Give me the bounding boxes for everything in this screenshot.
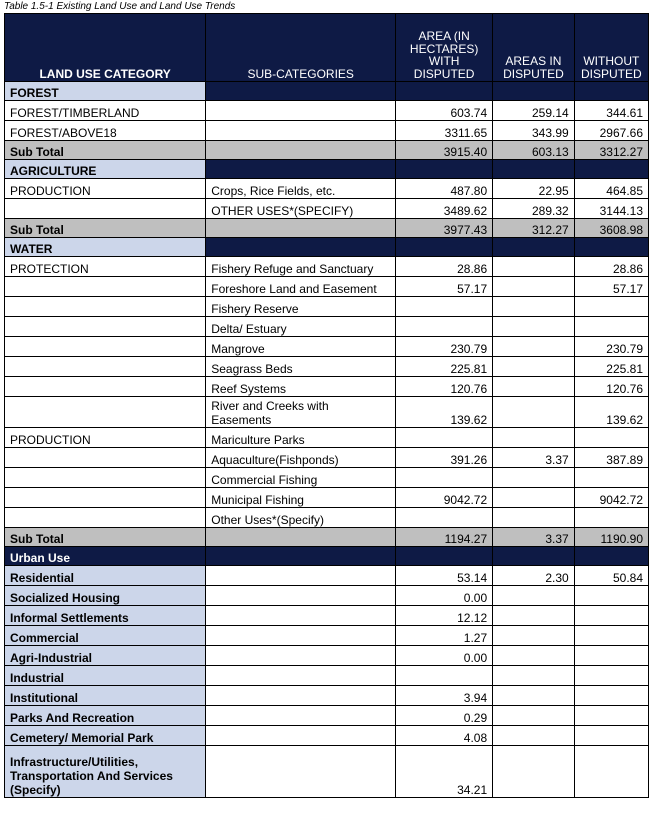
category-cell: WATER bbox=[5, 238, 206, 257]
without-disputed-cell bbox=[574, 606, 648, 626]
without-disputed-cell bbox=[574, 160, 648, 179]
category-cell: PROTECTION bbox=[5, 257, 206, 277]
subtotal-row bbox=[5, 141, 649, 160]
areas-in-disputed-cell: 3.37 bbox=[493, 448, 575, 468]
area-with-disputed-cell bbox=[396, 508, 493, 528]
areas-in-disputed-cell bbox=[493, 317, 575, 337]
without-disputed-cell: 139.62 bbox=[574, 397, 648, 428]
subcategory-cell bbox=[206, 121, 396, 141]
area-with-disputed-cell: 3.94 bbox=[396, 686, 493, 706]
without-disputed-cell: 1190.90 bbox=[574, 528, 648, 547]
areas-in-disputed-cell bbox=[493, 377, 575, 397]
category-cell: PRODUCTION bbox=[5, 428, 206, 448]
table-row bbox=[5, 277, 649, 297]
area-with-disputed-cell: 1194.27 bbox=[396, 528, 493, 547]
subtotal-row bbox=[5, 528, 649, 547]
without-disputed-cell bbox=[574, 746, 648, 798]
without-disputed-cell bbox=[574, 706, 648, 726]
without-disputed-cell bbox=[574, 547, 648, 566]
table-row bbox=[5, 101, 649, 121]
without-disputed-cell bbox=[574, 646, 648, 666]
area-with-disputed-cell: 57.17 bbox=[396, 277, 493, 297]
areas-in-disputed-cell: 289.32 bbox=[493, 199, 575, 219]
areas-in-disputed-cell bbox=[493, 257, 575, 277]
subcategory-cell: Foreshore Land and Easement bbox=[206, 277, 396, 297]
area-with-disputed-cell: 53.14 bbox=[396, 566, 493, 586]
areas-in-disputed-cell bbox=[493, 706, 575, 726]
section-row bbox=[5, 547, 649, 566]
areas-in-disputed-cell: 343.99 bbox=[493, 121, 575, 141]
table-row bbox=[5, 508, 649, 528]
category-cell bbox=[5, 377, 206, 397]
category-cell: Cemetery/ Memorial Park bbox=[5, 726, 206, 746]
without-disputed-cell: 50.84 bbox=[574, 566, 648, 586]
category-cell bbox=[5, 508, 206, 528]
land-use-table bbox=[4, 13, 649, 798]
area-with-disputed-cell: 120.76 bbox=[396, 377, 493, 397]
areas-in-disputed-cell bbox=[493, 686, 575, 706]
category-cell bbox=[5, 397, 206, 428]
subcategory-cell: Commercial Fishing bbox=[206, 468, 396, 488]
without-disputed-cell bbox=[574, 686, 648, 706]
areas-in-disputed-cell: 603.13 bbox=[493, 141, 575, 160]
subcategory-cell: Delta/ Estuary bbox=[206, 317, 396, 337]
subcategory-cell bbox=[206, 606, 396, 626]
category-cell: Industrial bbox=[5, 666, 206, 686]
without-disputed-cell: 9042.72 bbox=[574, 488, 648, 508]
area-with-disputed-cell: 4.08 bbox=[396, 726, 493, 746]
subcategory-cell: Fishery Refuge and Sanctuary bbox=[206, 257, 396, 277]
without-disputed-cell bbox=[574, 586, 648, 606]
areas-in-disputed-cell bbox=[493, 488, 575, 508]
table-row bbox=[5, 257, 649, 277]
table-row bbox=[5, 586, 649, 606]
subcategory-cell bbox=[206, 746, 396, 798]
subcategory-cell bbox=[206, 547, 396, 566]
table-row bbox=[5, 686, 649, 706]
area-with-disputed-cell bbox=[396, 547, 493, 566]
header-land-use-category: LAND USE CATEGORY bbox=[5, 14, 206, 82]
areas-in-disputed-cell bbox=[493, 82, 575, 101]
category-cell: FOREST/TIMBERLAND bbox=[5, 101, 206, 121]
area-with-disputed-cell bbox=[396, 666, 493, 686]
section-row bbox=[5, 82, 649, 101]
without-disputed-cell bbox=[574, 508, 648, 528]
subtotal-row bbox=[5, 219, 649, 238]
without-disputed-cell bbox=[574, 317, 648, 337]
area-with-disputed-cell bbox=[396, 317, 493, 337]
category-cell: Residential bbox=[5, 566, 206, 586]
area-with-disputed-cell: 3489.62 bbox=[396, 199, 493, 219]
category-cell: Infrastructure/Utilities, Transportation And Services (Specify) bbox=[5, 746, 206, 798]
table-row bbox=[5, 337, 649, 357]
table-row bbox=[5, 666, 649, 686]
area-with-disputed-cell: 0.00 bbox=[396, 646, 493, 666]
table-row bbox=[5, 377, 649, 397]
without-disputed-cell bbox=[574, 626, 648, 646]
areas-in-disputed-cell bbox=[493, 606, 575, 626]
subcategory-cell: Fishery Reserve bbox=[206, 297, 396, 317]
area-with-disputed-cell: 28.86 bbox=[396, 257, 493, 277]
areas-in-disputed-cell: 259.14 bbox=[493, 101, 575, 121]
subcategory-cell: River and Creeks with Easements bbox=[206, 397, 396, 428]
table-row bbox=[5, 179, 649, 199]
areas-in-disputed-cell bbox=[493, 586, 575, 606]
table-row bbox=[5, 606, 649, 626]
subcategory-cell: Municipal Fishing bbox=[206, 488, 396, 508]
areas-in-disputed-cell bbox=[493, 746, 575, 798]
areas-in-disputed-cell bbox=[493, 277, 575, 297]
areas-in-disputed-cell bbox=[493, 508, 575, 528]
table-row bbox=[5, 357, 649, 377]
area-with-disputed-cell: 487.80 bbox=[396, 179, 493, 199]
section-row bbox=[5, 160, 649, 179]
without-disputed-cell bbox=[574, 428, 648, 448]
category-cell: Urban Use bbox=[5, 547, 206, 566]
without-disputed-cell: 3608.98 bbox=[574, 219, 648, 238]
area-with-disputed-cell bbox=[396, 468, 493, 488]
without-disputed-cell: 387.89 bbox=[574, 448, 648, 468]
area-with-disputed-cell: 1.27 bbox=[396, 626, 493, 646]
without-disputed-cell bbox=[574, 297, 648, 317]
area-with-disputed-cell: 3311.65 bbox=[396, 121, 493, 141]
area-with-disputed-cell: 3977.43 bbox=[396, 219, 493, 238]
category-cell: Sub Total bbox=[5, 528, 206, 547]
table-row bbox=[5, 706, 649, 726]
areas-in-disputed-cell: 312.27 bbox=[493, 219, 575, 238]
section-row bbox=[5, 238, 649, 257]
areas-in-disputed-cell bbox=[493, 357, 575, 377]
areas-in-disputed-cell bbox=[493, 666, 575, 686]
areas-in-disputed-cell bbox=[493, 468, 575, 488]
areas-in-disputed-cell bbox=[493, 397, 575, 428]
subcategory-cell bbox=[206, 528, 396, 547]
table-body bbox=[5, 82, 649, 798]
table-row bbox=[5, 626, 649, 646]
subcategory-cell bbox=[206, 586, 396, 606]
areas-in-disputed-cell: 2.30 bbox=[493, 566, 575, 586]
table-row bbox=[5, 488, 649, 508]
without-disputed-cell bbox=[574, 238, 648, 257]
subcategory-cell bbox=[206, 626, 396, 646]
areas-in-disputed-cell bbox=[493, 337, 575, 357]
areas-in-disputed-cell bbox=[493, 547, 575, 566]
category-cell: Socialized Housing bbox=[5, 586, 206, 606]
area-with-disputed-cell: 9042.72 bbox=[396, 488, 493, 508]
areas-in-disputed-cell: 3.37 bbox=[493, 528, 575, 547]
without-disputed-cell: 57.17 bbox=[574, 277, 648, 297]
subcategory-cell: Mangrove bbox=[206, 337, 396, 357]
category-cell bbox=[5, 317, 206, 337]
category-cell: Sub Total bbox=[5, 141, 206, 160]
subcategory-cell: OTHER USES*(SPECIFY) bbox=[206, 199, 396, 219]
areas-in-disputed-cell bbox=[493, 160, 575, 179]
areas-in-disputed-cell bbox=[493, 297, 575, 317]
subcategory-cell bbox=[206, 82, 396, 101]
without-disputed-cell: 2967.66 bbox=[574, 121, 648, 141]
area-with-disputed-cell bbox=[396, 82, 493, 101]
subcategory-cell bbox=[206, 726, 396, 746]
header-sub-categories: SUB-CATEGORIES bbox=[206, 14, 396, 82]
areas-in-disputed-cell bbox=[493, 646, 575, 666]
table-row bbox=[5, 121, 649, 141]
area-with-disputed-cell: 225.81 bbox=[396, 357, 493, 377]
category-cell bbox=[5, 297, 206, 317]
table-row bbox=[5, 297, 649, 317]
category-cell: Parks And Recreation bbox=[5, 706, 206, 726]
without-disputed-cell: 28.86 bbox=[574, 257, 648, 277]
subcategory-cell: Other Uses*(Specify) bbox=[206, 508, 396, 528]
header-without-disputed: WITHOUT DISPUTED bbox=[574, 14, 648, 82]
subcategory-cell: Mariculture Parks bbox=[206, 428, 396, 448]
area-with-disputed-cell: 391.26 bbox=[396, 448, 493, 468]
without-disputed-cell bbox=[574, 468, 648, 488]
table-row bbox=[5, 397, 649, 428]
without-disputed-cell: 120.76 bbox=[574, 377, 648, 397]
without-disputed-cell: 225.81 bbox=[574, 357, 648, 377]
without-disputed-cell: 3144.13 bbox=[574, 199, 648, 219]
category-cell: Institutional bbox=[5, 686, 206, 706]
table-row bbox=[5, 428, 649, 448]
category-cell bbox=[5, 468, 206, 488]
category-cell bbox=[5, 488, 206, 508]
subcategory-cell: Reef Systems bbox=[206, 377, 396, 397]
area-with-disputed-cell: 603.74 bbox=[396, 101, 493, 121]
area-with-disputed-cell: 139.62 bbox=[396, 397, 493, 428]
subcategory-cell bbox=[206, 141, 396, 160]
category-cell: PRODUCTION bbox=[5, 179, 206, 199]
without-disputed-cell: 3312.27 bbox=[574, 141, 648, 160]
subcategory-cell bbox=[206, 706, 396, 726]
without-disputed-cell: 230.79 bbox=[574, 337, 648, 357]
without-disputed-cell: 464.85 bbox=[574, 179, 648, 199]
subcategory-cell: Seagrass Beds bbox=[206, 357, 396, 377]
without-disputed-cell bbox=[574, 82, 648, 101]
subcategory-cell bbox=[206, 646, 396, 666]
category-cell bbox=[5, 448, 206, 468]
area-with-disputed-cell: 230.79 bbox=[396, 337, 493, 357]
areas-in-disputed-cell: 22.95 bbox=[493, 179, 575, 199]
without-disputed-cell: 344.61 bbox=[574, 101, 648, 121]
table-row bbox=[5, 726, 649, 746]
table-row bbox=[5, 746, 649, 798]
category-cell bbox=[5, 357, 206, 377]
area-with-disputed-cell: 0.29 bbox=[396, 706, 493, 726]
areas-in-disputed-cell bbox=[493, 726, 575, 746]
subcategory-cell bbox=[206, 666, 396, 686]
without-disputed-cell bbox=[574, 666, 648, 686]
area-with-disputed-cell: 34.21 bbox=[396, 746, 493, 798]
subcategory-cell bbox=[206, 219, 396, 238]
subcategory-cell: Aquaculture(Fishponds) bbox=[206, 448, 396, 468]
category-cell: FOREST bbox=[5, 82, 206, 101]
header-areas-in-disputed: AREAS IN DISPUTED bbox=[493, 14, 575, 82]
area-with-disputed-cell bbox=[396, 238, 493, 257]
without-disputed-cell bbox=[574, 726, 648, 746]
category-cell bbox=[5, 337, 206, 357]
category-cell bbox=[5, 199, 206, 219]
category-cell: Agri-Industrial bbox=[5, 646, 206, 666]
areas-in-disputed-cell bbox=[493, 626, 575, 646]
subcategory-cell bbox=[206, 686, 396, 706]
category-cell: Commercial bbox=[5, 626, 206, 646]
subcategory-cell bbox=[206, 238, 396, 257]
header-area-with-disputed: AREA (IN HECTARES) WITH DISPUTED bbox=[396, 14, 493, 82]
category-cell: AGRICULTURE bbox=[5, 160, 206, 179]
subcategory-cell bbox=[206, 160, 396, 179]
area-with-disputed-cell: 0.00 bbox=[396, 586, 493, 606]
category-cell: Sub Total bbox=[5, 219, 206, 238]
table-row bbox=[5, 317, 649, 337]
subcategory-cell bbox=[206, 566, 396, 586]
table-row bbox=[5, 468, 649, 488]
area-with-disputed-cell: 3915.40 bbox=[396, 141, 493, 160]
area-with-disputed-cell: 12.12 bbox=[396, 606, 493, 626]
table-row bbox=[5, 199, 649, 219]
category-cell: Informal Settlements bbox=[5, 606, 206, 626]
area-with-disputed-cell bbox=[396, 297, 493, 317]
category-cell: FOREST/ABOVE18 bbox=[5, 121, 206, 141]
table-row bbox=[5, 566, 649, 586]
category-cell bbox=[5, 277, 206, 297]
table-caption: Table 1.5-1 Existing Land Use and Land Use Trends bbox=[4, 1, 236, 12]
header-row bbox=[5, 14, 649, 82]
areas-in-disputed-cell bbox=[493, 238, 575, 257]
table-row bbox=[5, 646, 649, 666]
table-row bbox=[5, 448, 649, 468]
subcategory-cell: Crops, Rice Fields, etc. bbox=[206, 179, 396, 199]
subcategory-cell bbox=[206, 101, 396, 121]
areas-in-disputed-cell bbox=[493, 428, 575, 448]
area-with-disputed-cell bbox=[396, 160, 493, 179]
area-with-disputed-cell bbox=[396, 428, 493, 448]
